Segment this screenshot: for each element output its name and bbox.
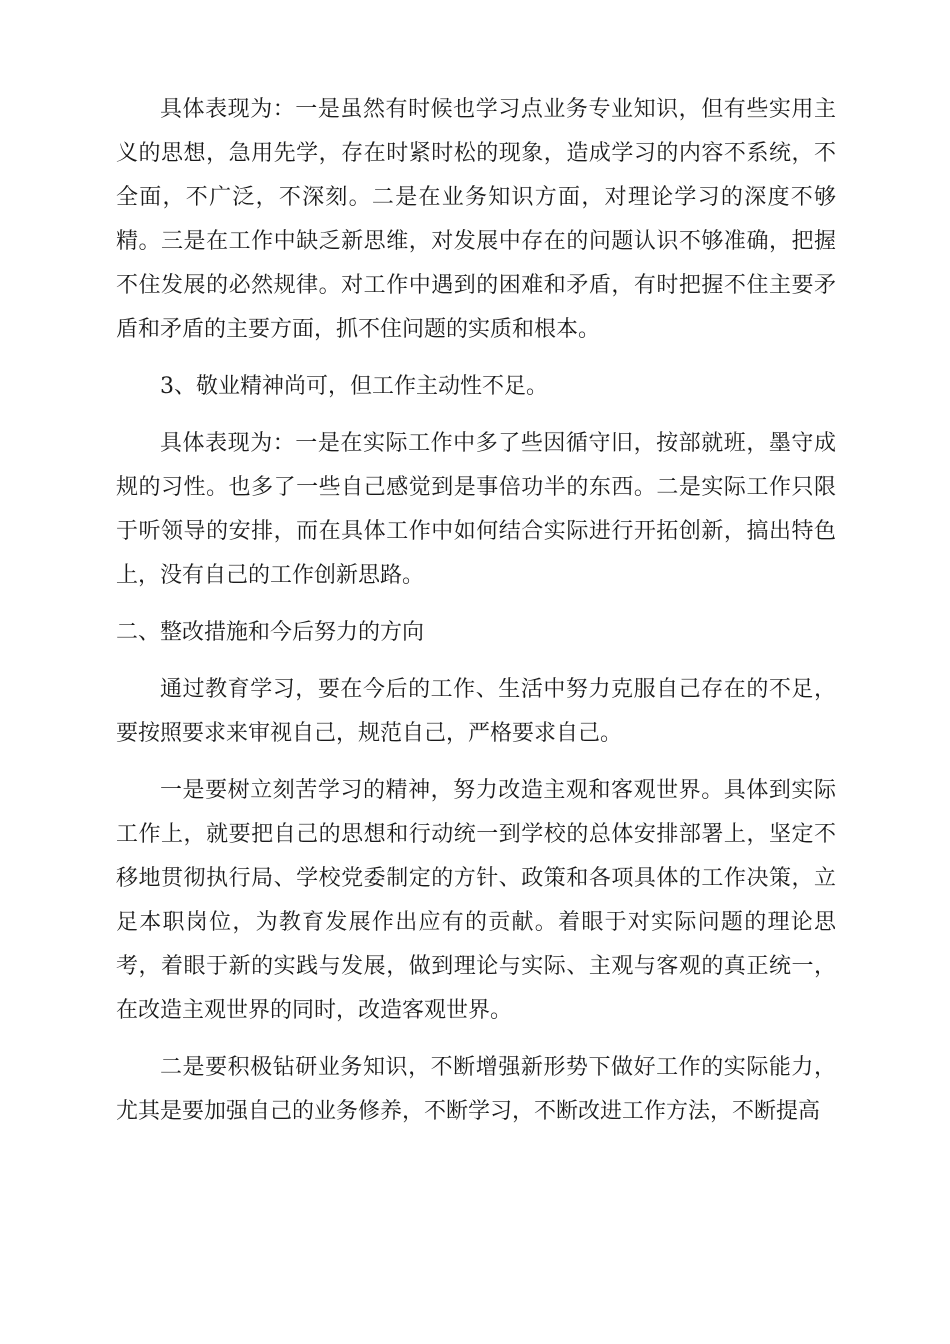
document-body [116,88,836,1134]
paragraph-rectification-intro: 通过教育学习，要在今后的工作、生活中努力克服自己存在的不足，要按照要求来审视自己，规范自己，严格要求自己。 [116,677,836,746]
paragraph-measure-2: 二是要积极钻研业务知识，不断增强新形势下做好工作的实际能力，尤其是要加强自己的业务修养，不断学习，不断改进工作方法，不断提高 [116,1055,836,1124]
paragraph-item-heading-3: 3、敬业精神尚可，但工作主动性不足。 [160,374,548,399]
paragraph-measure-1: 一是要树立刻苦学习的精神，努力改造主观和客观世界。具体到实际工作上，就要把自己的思想和行动统一到学校的总体安排部署上，坚定不移地贯彻执行局、学校党委制定的方针、政策和各项具体的工作决策，立足本职岗位，为教育发展作出应有的贡献。着眼于对实际问题的理论思考，着眼于新的实践与发展，做到理论与实际、主观与客观的真正统一，在改造主观世界的同时，改造客观世界。 [116,778,836,1023]
paragraph-problem-description-3: 具体表现为：一是在实际工作中多了些因循守旧，按部就班，墨守成规的习性。也多了一些自己感觉到是事倍功半的东西。二是实际工作只限于听领导的安排，而在具体工作中如何结合实际进行开拓创新，搞出特色上，没有自己的工作创新思路。 [116,431,836,588]
paragraph-problem-description-1: 具体表现为：一是虽然有时候也学习点业务专业知识，但有些实用主义的思想，急用先学，存在时紧时松的现象，造成学习的内容不系统，不全面，不广泛，不深刻。二是在业务知识方面，对理论学习的深度不够精。三是在工作中缺乏新思维，对发展中存在的问题认识不够准确，把握不住发展的必然规律。对工作中遇到的困难和矛盾，有时把握不住主要矛盾和矛盾的主要方面，抓不住问题的实质和根本。 [116,97,836,342]
section-heading-rectification: 二、整改措施和今后努力的方向 [116,620,425,645]
